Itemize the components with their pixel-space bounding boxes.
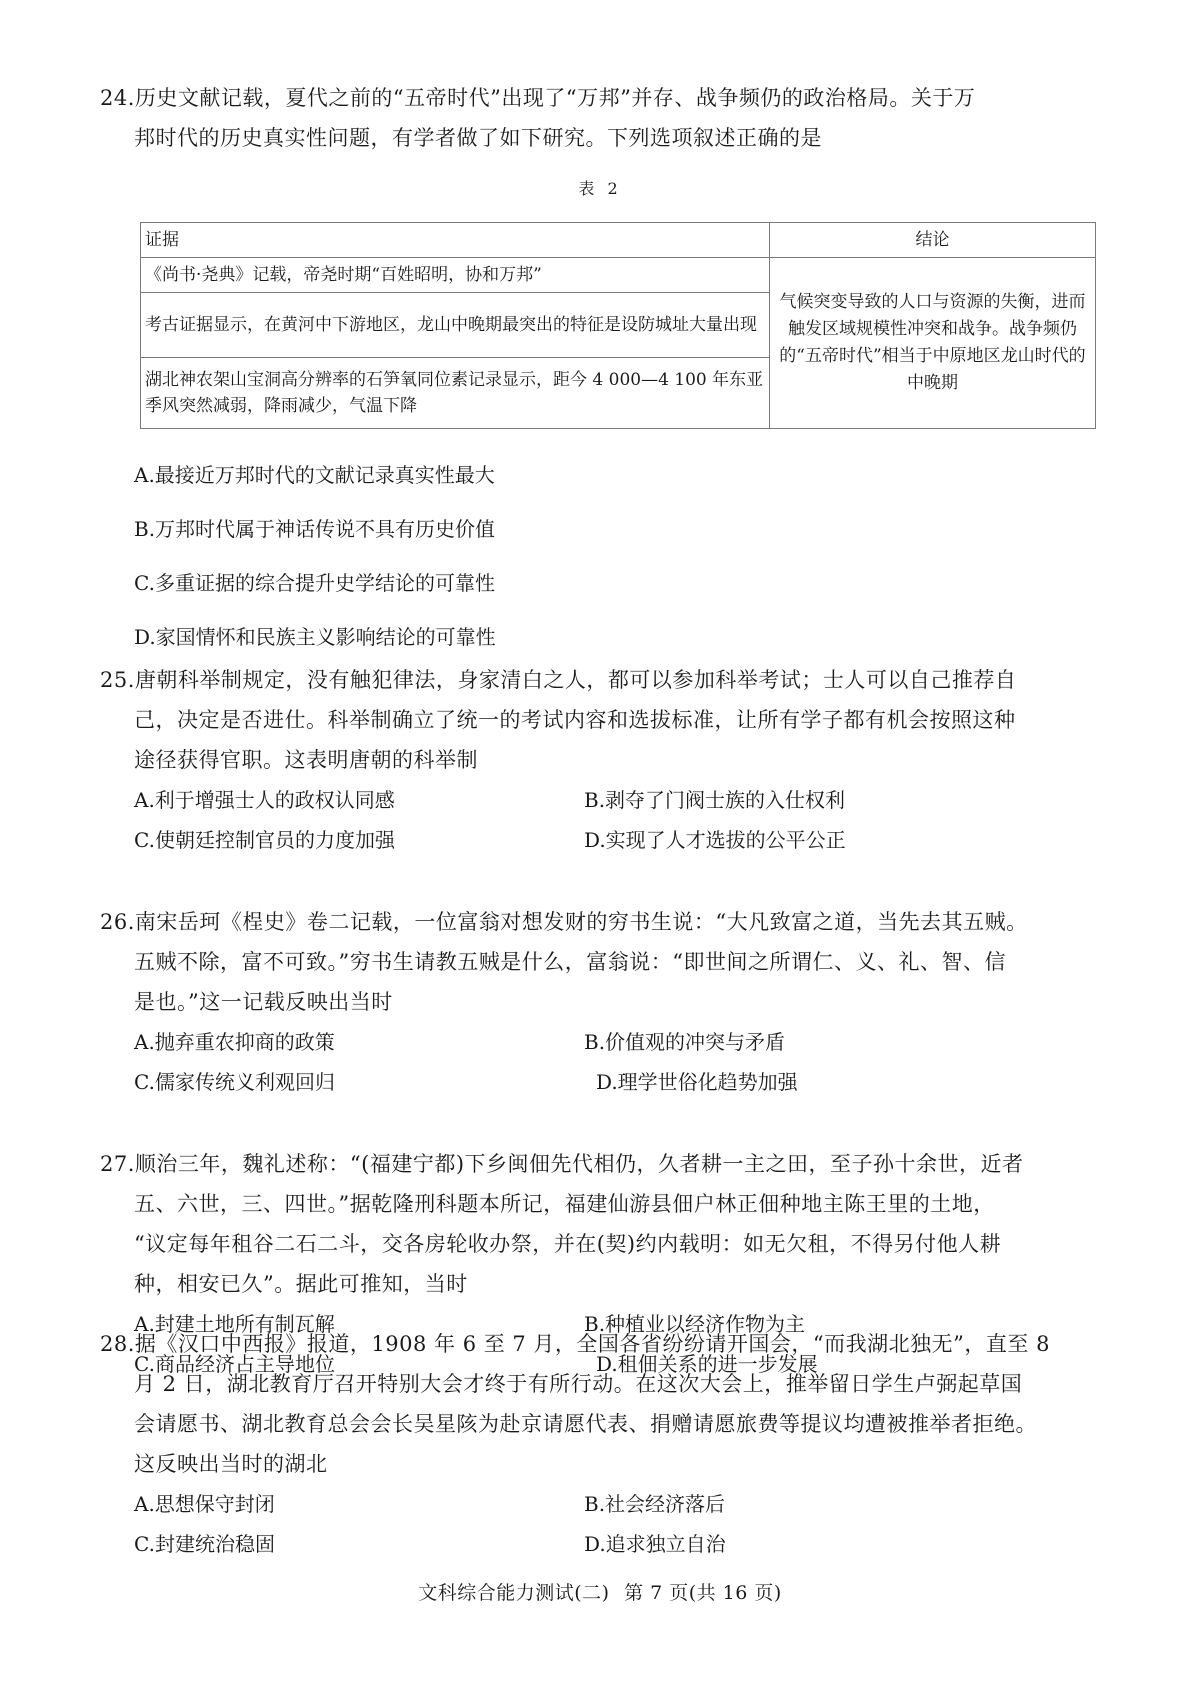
stem-line: 25.唐朝科举制规定，没有触犯律法，身家清白之人，都可以参加科举考试；士人可以自己推荐自	[100, 668, 1017, 692]
question-28	[100, 1324, 1100, 1564]
option-d[interactable]: D.理学世俗化趋势加强	[596, 1070, 798, 1094]
option-a[interactable]: A.最接近万邦时代的文献记录真实性最大	[134, 463, 495, 487]
stem-line: 途径获得官职。这表明唐朝的科举制	[134, 748, 478, 772]
stem-line: 五、六世，三、四世。”据乾隆刑科题本所记，福建仙游县佃户林正佃种地主陈王里的土地，	[134, 1192, 995, 1216]
option-d[interactable]: D.租佃关系的进一步发展	[596, 1352, 818, 1376]
question-24-options	[100, 448, 1100, 664]
question-26-stem	[100, 902, 1100, 1022]
stem-line: 月 2 日，湖北教育厅召开特别大会才终于有所行动。在这次大会上，推举留日学生卢弼起草国	[134, 1372, 1023, 1396]
option-c[interactable]: C.多重证据的综合提升史学结论的可靠性	[134, 571, 495, 595]
option-b[interactable]: B.剥夺了门阀士族的入仕权利	[584, 788, 846, 812]
table-header-evidence: 证据	[141, 223, 770, 258]
option-d[interactable]: D.追求独立自治	[584, 1532, 726, 1556]
stem-line: 这反映出当时的湖北	[134, 1452, 328, 1476]
option-row	[100, 1062, 1100, 1102]
table-cell-evidence: 《尚书·尧典》记载，帝尧时期“百姓昭明，协和万邦”	[141, 258, 770, 293]
stem-line: 是也。”这一记载反映出当时	[134, 990, 393, 1014]
stem-line: 27.顺治三年，魏礼述称：“(福建宁都)下乡闽佃先代相仍，久者耕一主之田，至子孙十余世，近者	[100, 1152, 1024, 1176]
question-28-stem	[100, 1324, 1100, 1484]
option-d[interactable]: D.家国情怀和民族主义影响结论的可靠性	[134, 625, 496, 649]
table-cell-evidence: 湖北神农架山宝洞高分辨率的石笋氧同位素记录显示，距今 4 000—4 100 年东亚季风突然减弱，降雨减少，气温下降	[141, 358, 770, 429]
option-a[interactable]: A.利于增强士人的政权认同感	[134, 788, 395, 812]
stem-line: 会请愿书、湖北教育总会会长吴星陔为赴京请愿代表、捐赠请愿旅费等提议均遭被推举者拒绝。	[134, 1412, 1037, 1436]
evidence-table	[140, 222, 1096, 429]
stem-line: 26.南宋岳珂《桯史》卷二记载，一位富翁对想发财的穷书生说：“大凡致富之道，当先去其五贼。	[100, 910, 1028, 934]
question-25	[100, 660, 1100, 860]
footer-title: 文科综合能力测试(二)	[418, 1582, 610, 1604]
table-caption: 表 2	[578, 179, 622, 198]
page-footer	[0, 1578, 1200, 1605]
question-26	[100, 902, 1100, 1102]
table-cell-evidence: 考古证据显示，在黄河中下游地区，龙山中晚期最突出的特征是设防城址大量出现	[141, 293, 770, 358]
stem-line: 28.据《汉口中西报》报道，1908 年 6 至 7 月，全国各省纷纷请开国会，“而我湖北独无”，直至 8	[100, 1332, 1050, 1356]
stem-line: “议定每年租谷二石二斗，交各房轮收办祭，并在(契)约内载明：如无欠租，不得另付他人耕	[134, 1232, 1002, 1256]
option-row	[100, 1022, 1100, 1062]
option-a[interactable]: A.封建土地所有制瓦解	[134, 1312, 335, 1336]
option-row	[100, 1484, 1100, 1524]
stem-line: 己，决定是否进仕。科举制确立了统一的考试内容和选拔标准，让所有学子都有机会按照这种	[134, 708, 1016, 732]
option-b[interactable]: B.种植业以经济作物为主	[584, 1312, 806, 1336]
question-27-stem	[100, 1144, 1100, 1304]
stem-line: 五贼不除，富不可致。”穷书生请教五贼是什么，富翁说：“即世间之所谓仁、义、礼、智、信	[134, 950, 1006, 974]
question-24-stem	[100, 78, 1100, 158]
option-a[interactable]: A.抛弃重农抑商的政策	[134, 1030, 335, 1054]
question-24	[100, 78, 1100, 158]
table-cell-conclusion: 气候突变导致的人口与资源的失衡，进而触发区域规模性冲突和战争。战争频仍的“五帝时代”相当于中原地区龙山时代的中晚期	[770, 258, 1096, 429]
option-a[interactable]: A.思想保守封闭	[134, 1492, 275, 1516]
option-d[interactable]: D.实现了人才选拔的公平公正	[584, 828, 846, 852]
option-c[interactable]: C.儒家传统义利观回归	[134, 1070, 335, 1094]
option-b[interactable]: B.价值观的冲突与矛盾	[584, 1030, 786, 1054]
option-b[interactable]: B.万邦时代属于神话传说不具有历史价值	[134, 517, 496, 541]
table-header-conclusion: 结论	[770, 223, 1096, 258]
option-row	[100, 780, 1100, 820]
option-c[interactable]: C.商品经济占主导地位	[134, 1352, 335, 1376]
option-c[interactable]: C.封建统治稳固	[134, 1532, 275, 1556]
option-row	[100, 1524, 1100, 1564]
option-row	[100, 820, 1100, 860]
question-25-stem	[100, 660, 1100, 780]
stem-line: 邦时代的历史真实性问题，有学者做了如下研究。下列选项叙述正确的是	[134, 126, 822, 150]
stem-line: 24.历史文献记载，夏代之前的“五帝时代”出现了“万邦”并存、战争频仍的政治格局。关于万	[100, 86, 976, 110]
option-b[interactable]: B.社会经济落后	[584, 1492, 726, 1516]
footer-page-number: 第 7 页(共 16 页)	[624, 1582, 782, 1604]
option-c[interactable]: C.使朝廷控制官员的力度加强	[134, 828, 395, 852]
stem-line: 种，相安已久”。据此可推知，当时	[134, 1272, 468, 1296]
